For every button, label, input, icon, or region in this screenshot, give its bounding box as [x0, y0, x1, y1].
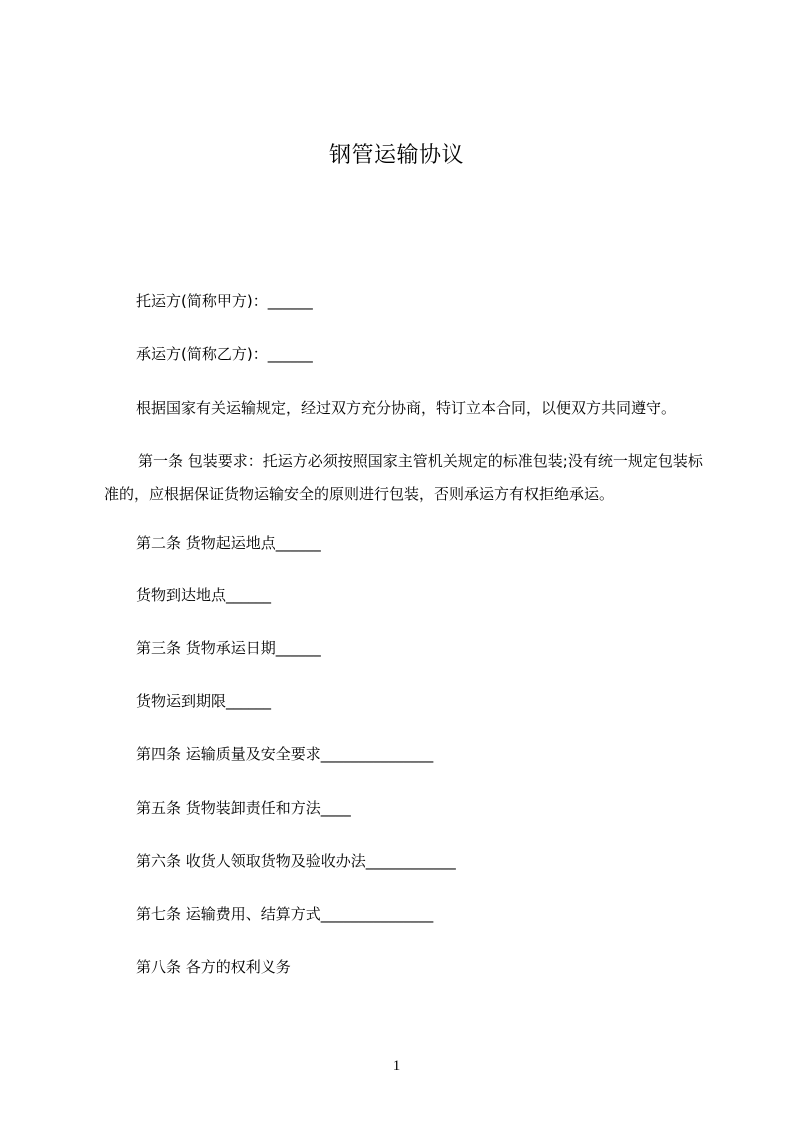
article-8-rights: 第八条 各方的权利义务 — [136, 958, 291, 976]
shipper-line: 托运方(简称甲方)：______ — [136, 292, 313, 310]
article-6-receipt: 第六条 收货人领取货物及验收办法____________ — [136, 852, 456, 870]
article-2-origin: 第二条 货物起运地点______ — [136, 534, 321, 552]
preamble-line: 根据国家有关运输规定，经过双方充分协商，特订立本合同，以便双方共同遵守。 — [136, 399, 677, 417]
article-4-quality: 第四条 运输质量及安全要求_______________ — [136, 745, 434, 763]
article-5-handling: 第五条 货物装卸责任和方法____ — [136, 799, 351, 817]
destination-line: 货物到达地点______ — [136, 586, 272, 604]
article-7-fees: 第七条 运输费用、结算方式_______________ — [136, 905, 434, 923]
carrier-line: 承运方(简称乙方)：______ — [136, 345, 313, 363]
document-title: 钢管运输协议 — [328, 143, 464, 168]
delivery-deadline-line: 货物运到期限______ — [136, 692, 272, 710]
article-1-packaging: 第一条 包装要求：托运方必须按照国家主管机关规定的标准包装;没有统一规定包装标准的，应根据保证货物运输安全的原则进行包装，否则承运方有权拒绝承运。 — [104, 452, 703, 503]
article-3-date: 第三条 货物承运日期______ — [136, 639, 321, 657]
page-number: 1 — [392, 1058, 401, 1074]
